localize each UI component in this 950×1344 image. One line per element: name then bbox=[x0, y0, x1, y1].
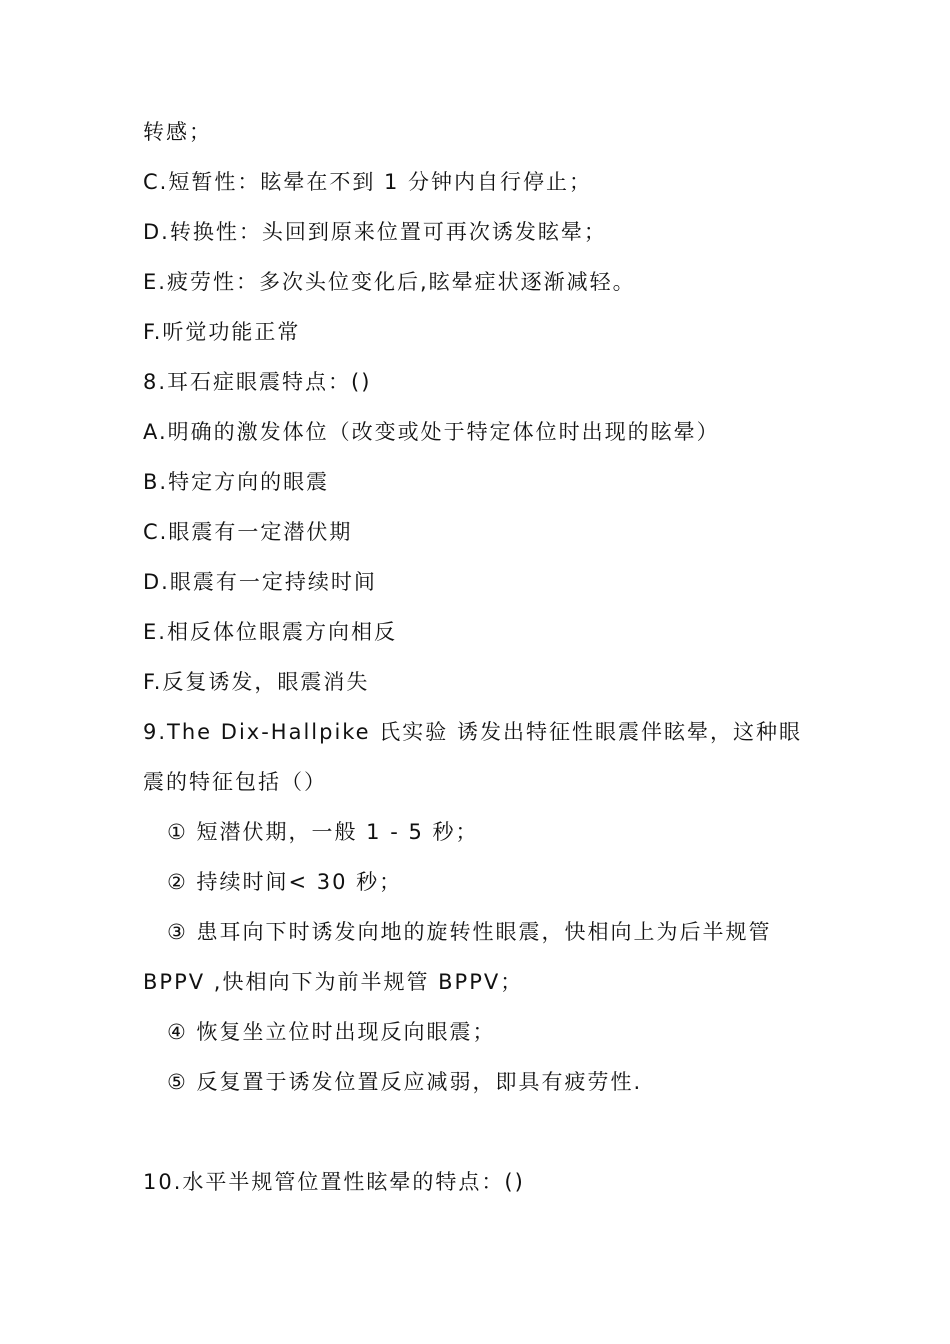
list-item: ④ 恢复坐立位时出现反向眼震； bbox=[167, 1020, 496, 1044]
text-line: 转感； bbox=[143, 120, 212, 144]
text-line: A.明确的激发体位（改变或处于特定体位时出现的眩晕） bbox=[143, 420, 720, 444]
list-item: ② 持续时间< 30 秒； bbox=[167, 870, 403, 894]
text-line: 震的特征包括（） bbox=[143, 770, 327, 794]
text-line: E.相反体位眼震方向相反 bbox=[143, 620, 397, 644]
text-line: B.特定方向的眼震 bbox=[143, 470, 330, 494]
list-item: ⑤ 反复置于诱发位置反应减弱，即具有疲劳性. bbox=[167, 1070, 643, 1094]
text-line: C.眼震有一定潜伏期 bbox=[143, 520, 353, 544]
text-line: F.听觉功能正常 bbox=[143, 320, 301, 344]
text-line: C.短暂性：眩晕在不到 1 分钟内自行停止； bbox=[143, 170, 593, 194]
question-heading: 9.The Dix-Hallpike 氏实验 诱发出特征性眼震伴眩晕，这种眼 bbox=[143, 720, 802, 744]
list-item: ③ 患耳向下时诱发向地的旋转性眼震，快相向上为后半规管 bbox=[167, 920, 772, 944]
text-line: D.转换性：头回到原来位置可再次诱发眩晕； bbox=[143, 220, 607, 244]
list-item: ① 短潜伏期，一般 1 - 5 秒； bbox=[167, 820, 479, 844]
question-heading: 10.水平半规管位置性眩晕的特点：() bbox=[143, 1170, 525, 1194]
text-line: BPPV ,快相向下为前半规管 BPPV； bbox=[143, 970, 524, 994]
question-heading: 8.耳石症眼震特点：() bbox=[143, 370, 372, 394]
text-line: E.疲劳性：多次头位变化后,眩晕症状逐渐减轻。 bbox=[143, 270, 636, 294]
text-line: D.眼震有一定持续时间 bbox=[143, 570, 377, 594]
text-line: F.反复诱发，眼震消失 bbox=[143, 670, 370, 694]
